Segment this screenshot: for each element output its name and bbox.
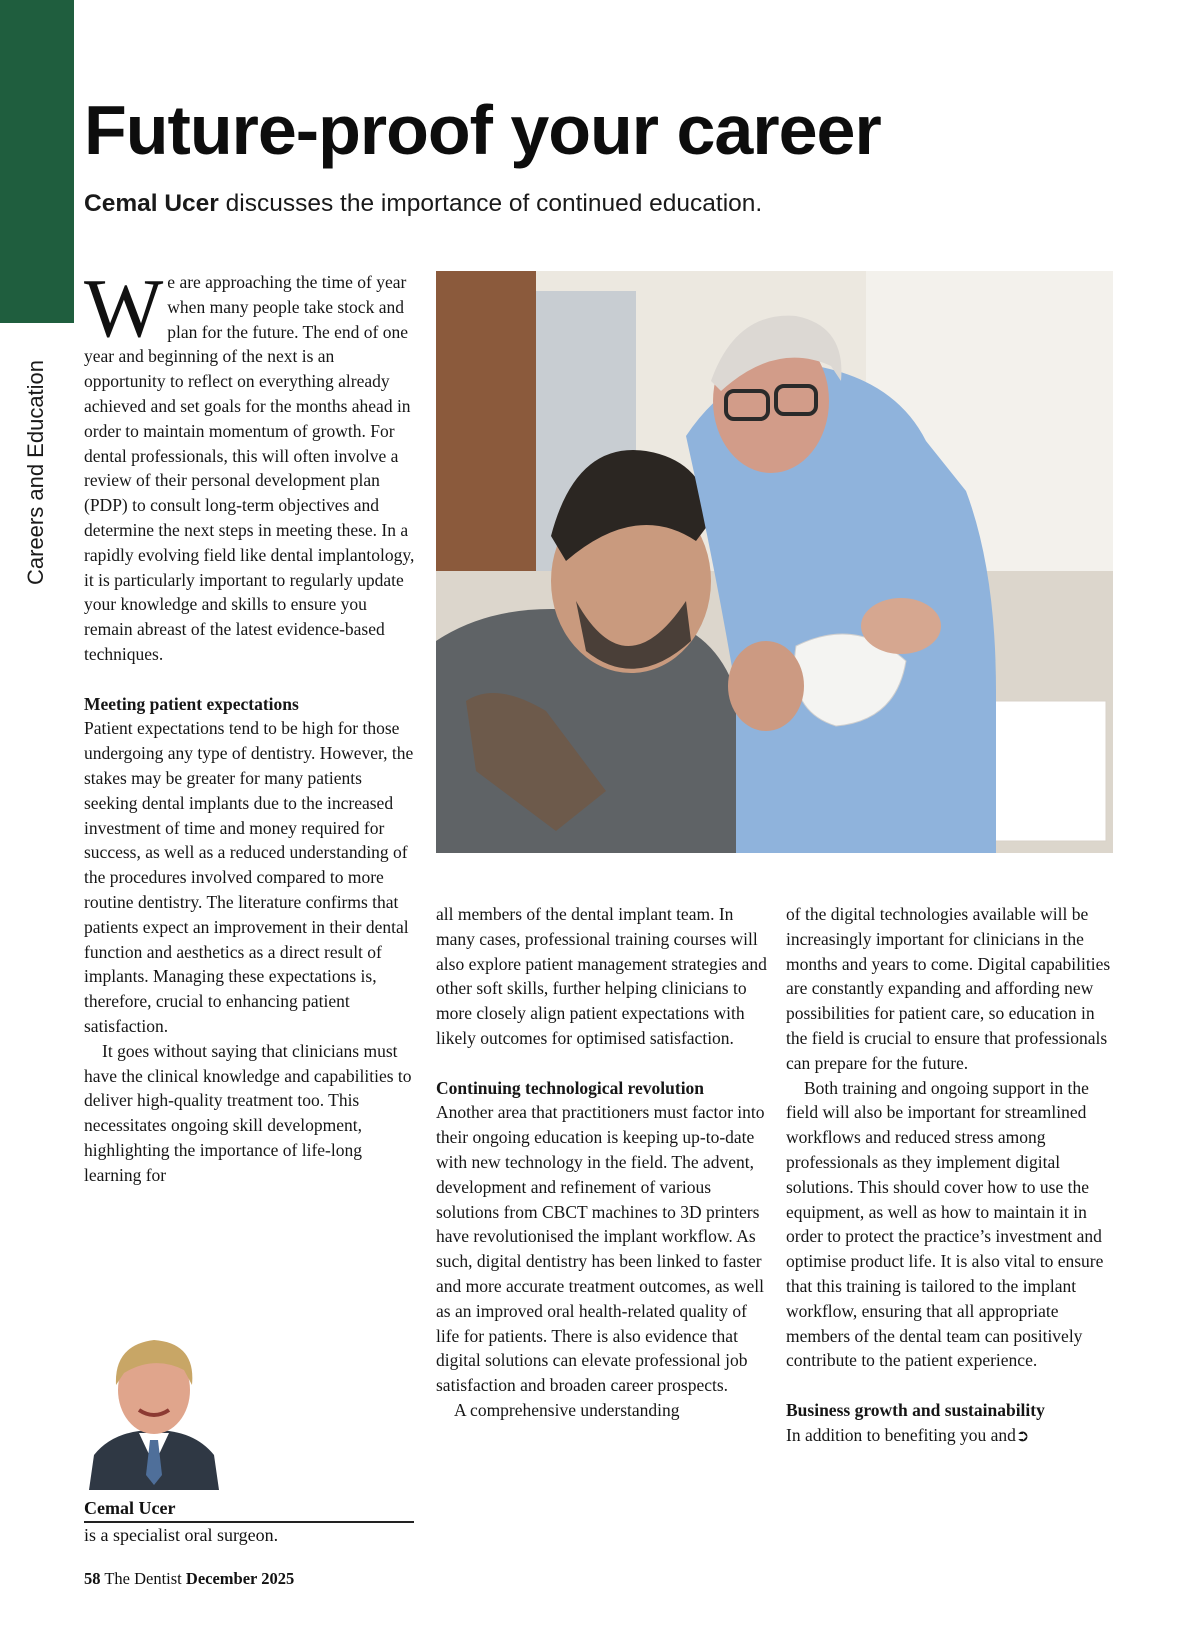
continue-arrow-icon: ➲ — [1015, 1425, 1030, 1445]
body-paragraph: Both training and ongoing support in the field will also be important for streamlined workflows and reduced stress among professionals as they implement digital solutions. This should cover how to use the equipment, as well as how to maintain it in order to protect the practice’s investment and optimise product life. It is also vital to ensure that this training is tailored to the implant workflow, ensuring that all appropriate members of the dental team can positively contribute to the patient experience. — [786, 1077, 1104, 1371]
article-column-2 — [436, 902, 768, 1423]
body-paragraph: all members of the dental implant team. In many cases, professional training courses will also explore patient management strategies and other soft skills, further helping clinicians to more closely align patient expectations with likely outcomes for optimised satisfaction. — [436, 904, 767, 1048]
body-paragraph: A comprehensive understanding — [454, 1399, 680, 1420]
subheading-patient-expectations: Meeting patient expectations — [84, 693, 299, 714]
magazine-name: The Dentist — [100, 1569, 186, 1588]
drop-cap: W — [84, 262, 164, 355]
intro-paragraph — [84, 262, 418, 667]
intro-text: e are approaching the time of year when many people take stock and plan for the future. The end of one year and beginning of the next is an opportunity to reflect on everything already achieved and set goals for the months ahead in order to maintain momentum of growth. For dental professionals, this will often involve a review of their personal development plan (PDP) to consult long-term objectives and determine the next steps in meeting these. In a rapidly evolving field like dental implantology, it is particularly important to regularly update your knowledge and skills to ensure you remain abreast of the latest evidence-based techniques. — [84, 272, 415, 664]
article-photo-training-session — [436, 271, 1113, 853]
author-portrait — [84, 1315, 224, 1490]
article-column-3 — [786, 902, 1120, 1449]
article-column-1 — [84, 262, 418, 1187]
body-paragraph: Patient expectations tend to be high for those undergoing any type of dentistry. However, the stakes may be greater for many patients seeking dental implants due to the increased investment of time and money required for success, as well as a reduced understanding of the procedures involved compared to more routine dentistry. The literature confirms that patients expect an improvement in their dental function and aesthetics as a direct result of implants. Managing these expectations is, therefore, crucial to enhancing patient satisfaction. — [84, 718, 414, 1036]
article-headline: Future-proof your career — [84, 91, 881, 169]
bio-description: is a specialist oral surgeon. — [84, 1525, 279, 1545]
issue-date: December 2025 — [185, 1569, 295, 1588]
subheading-technological-revolution: Continuing technological revolution — [436, 1077, 705, 1098]
body-paragraph: It goes without saying that clinicians must have the clinical knowledge and capabilities to deliver high-quality treatment too. This necessitates ongoing skill development, highlighting the importance of life-long learning for — [84, 1040, 412, 1185]
section-label: Careers and Education — [23, 359, 48, 585]
article-standfirst — [84, 188, 762, 220]
body-paragraph — [786, 1423, 1120, 1449]
page-footer — [84, 1568, 294, 1590]
bio-author-name: Cemal Ucer — [84, 1498, 176, 1518]
page-number: 58 — [84, 1569, 101, 1588]
business-growth-text: In addition to benefiting you and — [786, 1424, 1016, 1445]
standfirst-text: discusses the importance of continued education. — [218, 190, 763, 217]
section-color-bar — [0, 0, 74, 323]
body-paragraph: of the digital technologies available will be increasingly important for clinicians in the months and years to come. Digital capabilities are constantly expanding and affording new possibilities for patient care, so education in the field is crucial to ensure that professionals can prepare for the future. — [786, 904, 1111, 1073]
standfirst-author: Cemal Ucer — [84, 190, 219, 217]
subheading-business-growth: Business growth and sustainability — [786, 1399, 1045, 1420]
body-paragraph: Another area that practitioners must factor into their ongoing education is keeping up-to-date with new technology in the field. The advent, development and refinement of various solutions from CBCT machines to 3D printers have revolutionised the implant workflow. As such, digital dentistry has been linked to faster and more accurate treatment outcomes, as well as an improved oral health-related quality of life for patients. There is also evidence that digital solutions can elevate professional job satisfaction and broaden career prospects. — [436, 1102, 765, 1396]
